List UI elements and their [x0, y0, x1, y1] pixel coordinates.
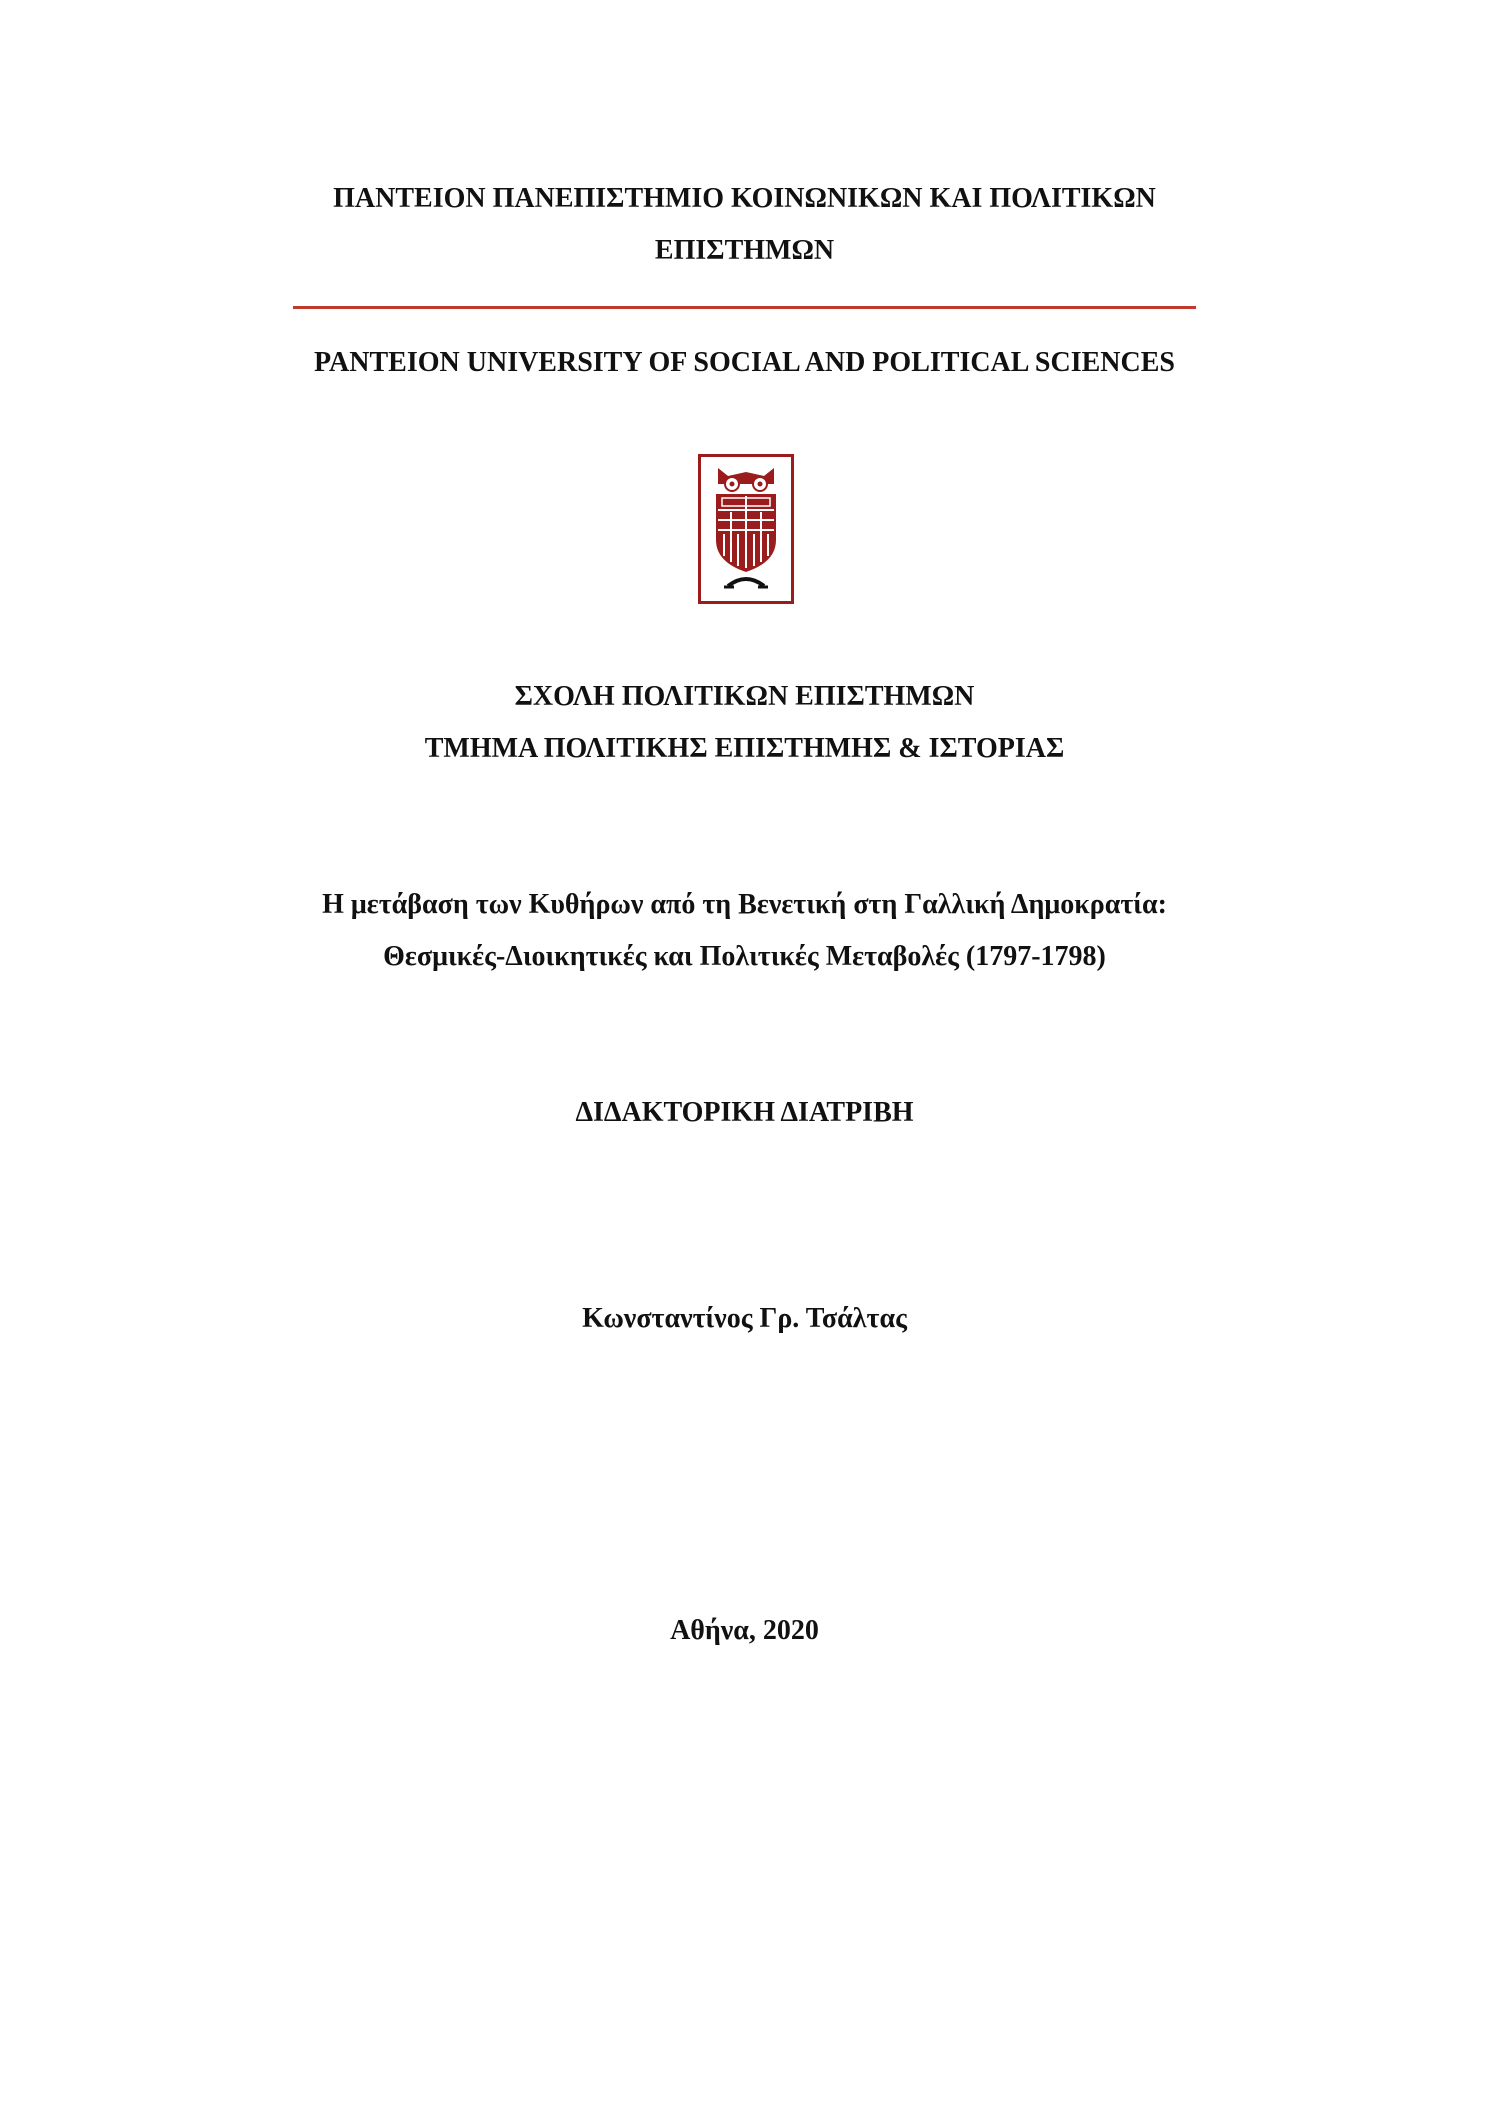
red-divider [293, 306, 1196, 309]
thesis-type: ΔΙΔΑΚΤΟΡΙΚΗ ΔΙΑΤΡΙΒΗ [575, 1097, 914, 1128]
university-name-greek-line2: ΕΠΙΣΤΗΜΩΝ [654, 235, 835, 266]
place-and-date: Αθήνα, 2020 [670, 1615, 819, 1646]
university-name-greek-line1: ΠΑΝΤΕΙΟΝ ΠΑΝΕΠΙΣΤΗΜΙΟ ΚΟΙΝΩΝΙΚΩΝ ΚΑΙ ΠΟΛΙΤΙΚΩΝ [333, 183, 1156, 214]
author-name: Κωνσταντίνος Γρ. Τσάλτας [582, 1303, 907, 1334]
faculty-name: ΣΧΟΛΗ ΠΟΛΙΤΙΚΩΝ ΕΠΙΣΤΗΜΩΝ [514, 681, 975, 712]
thesis-title-line1: Η μετάβαση των Κυθήρων από τη Βενετική στη Γαλλική Δημοκρατία: [322, 889, 1167, 920]
university-crest-icon [698, 454, 794, 604]
department-name: ΤΜΗΜΑ ΠΟΛΙΤΙΚΗΣ ΕΠΙΣΤΗΜΗΣ & ΙΣΤΟΡΙΑΣ [424, 733, 1065, 764]
thesis-title-line2: Θεσμικές-Διοικητικές και Πολιτικές Μεταβολές (1797-1798) [383, 941, 1106, 972]
university-name-english: PANTEION UNIVERSITY OF SOCIAL AND POLITICAL SCIENCES [314, 347, 1175, 378]
